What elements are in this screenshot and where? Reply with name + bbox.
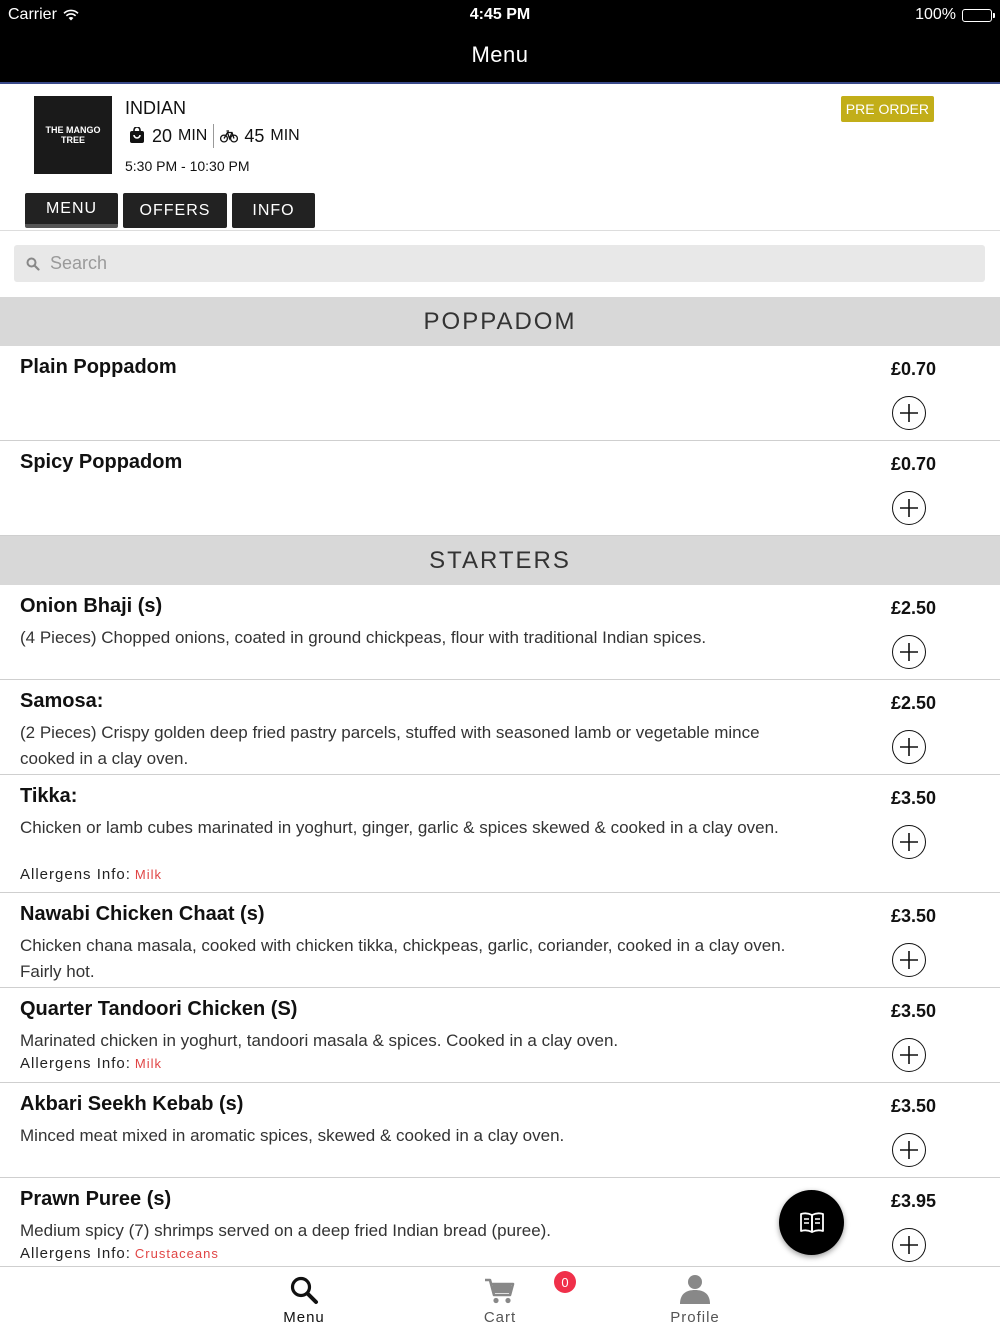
collection-minutes: 20 — [152, 125, 173, 146]
allergens-label: Allergens Info: — [20, 1055, 131, 1072]
item-price: £0.70 — [890, 454, 936, 474]
item-description: Medium spicy (7) shrimps served on a deep fried Indian bread (puree). — [20, 1221, 552, 1240]
delivery-minutes: 45 — [244, 125, 265, 146]
restaurant-header — [0, 84, 1000, 230]
clock: 4:45 PM — [469, 6, 531, 23]
menu-item[interactable] — [0, 988, 1000, 1083]
tab-info[interactable]: INFO — [232, 193, 315, 228]
item-name: Prawn Puree (s) — [20, 1188, 172, 1210]
tabbar-cart-label: Cart — [483, 1309, 517, 1326]
plus-icon — [899, 1140, 919, 1160]
menu-item[interactable] — [0, 680, 1000, 775]
header-divider — [0, 230, 1000, 231]
allergens-info — [20, 1245, 219, 1262]
add-item-button[interactable] — [892, 730, 926, 764]
menu-item[interactable] — [0, 346, 1000, 441]
battery — [915, 6, 992, 24]
tabbar-menu[interactable] — [229, 1267, 379, 1334]
tabbar-profile[interactable] — [620, 1267, 770, 1334]
allergen-value: Milk — [134, 867, 162, 882]
allergens-label: Allergens Info: — [20, 866, 131, 883]
menu-item[interactable] — [0, 1083, 1000, 1178]
allergen-value: Crustaceans — [134, 1246, 219, 1261]
item-description: Chicken chana masala, cooked with chicken tikka, chickpeas, garlic, coriander, cooked in a clay oven. Fairly hot. — [20, 936, 786, 981]
plus-icon — [899, 1235, 919, 1255]
item-name: Akbari Seekh Kebab (s) — [20, 1093, 244, 1115]
item-description: Marinated chicken in yoghurt, tandoori masala & spices. Cooked in a clay oven. — [20, 1031, 619, 1050]
delivery-times — [125, 124, 300, 148]
status-bar — [0, 4, 1000, 26]
battery-icon — [962, 9, 992, 22]
book-icon — [798, 1211, 826, 1235]
time-divider — [213, 124, 214, 148]
search-input[interactable] — [50, 253, 950, 274]
add-item-button[interactable] — [892, 1133, 926, 1167]
delivery-time — [220, 126, 299, 147]
item-description: Minced meat mixed in aromatic spices, skewed & cooked in a clay oven. — [20, 1126, 565, 1145]
bottom-tab-bar — [0, 1266, 1000, 1334]
allergens-info — [20, 866, 162, 883]
allergens-info — [20, 1055, 162, 1072]
item-price: £3.95 — [890, 1191, 936, 1211]
opening-hours: 5:30 PM - 10:30 PM — [125, 158, 250, 174]
item-name: Nawabi Chicken Chaat (s) — [20, 903, 265, 925]
plus-icon — [899, 642, 919, 662]
add-item-button[interactable] — [892, 1038, 926, 1072]
menu-list — [0, 297, 1000, 1267]
menu-item[interactable] — [0, 585, 1000, 680]
add-item-button[interactable] — [892, 396, 926, 430]
menu-item[interactable] — [0, 441, 1000, 536]
category-header-starters: STARTERS — [0, 536, 1000, 585]
collection-time — [125, 126, 207, 147]
battery-percent: 100% — [915, 6, 956, 23]
search-bar — [14, 245, 985, 282]
add-item-button[interactable] — [892, 491, 926, 525]
restaurant-tabs — [25, 193, 315, 228]
top-bar — [0, 0, 1000, 84]
carrier-label: Carrier — [8, 6, 57, 23]
item-price: £3.50 — [890, 906, 936, 926]
item-price: £3.50 — [890, 1001, 936, 1021]
add-item-button[interactable] — [892, 825, 926, 859]
menu-item[interactable] — [0, 893, 1000, 988]
plus-icon — [899, 737, 919, 757]
item-name: Spicy Poppadom — [20, 451, 183, 473]
item-price: £2.50 — [890, 693, 936, 713]
bicycle-icon — [220, 129, 238, 143]
item-name: Quarter Tandoori Chicken (S) — [20, 998, 298, 1020]
cuisine-label: INDIAN — [125, 98, 187, 118]
menu-item[interactable] — [0, 775, 1000, 893]
menu-item[interactable] — [0, 1178, 1000, 1267]
collection-bag-icon — [128, 127, 146, 145]
item-price: £2.50 — [890, 598, 936, 618]
plus-icon — [899, 950, 919, 970]
tab-offers[interactable]: OFFERS — [123, 193, 227, 228]
preorder-badge[interactable]: PRE ORDER — [841, 96, 934, 122]
category-header-poppadom: POPPADOM — [0, 297, 1000, 346]
collection-unit: MIN — [178, 127, 208, 144]
item-name: Samosa: — [20, 690, 104, 712]
item-name: Onion Bhaji (s) — [20, 595, 163, 617]
menu-book-button[interactable] — [779, 1190, 844, 1255]
plus-icon — [899, 1045, 919, 1065]
delivery-unit: MIN — [270, 127, 300, 144]
cart-icon — [484, 1277, 516, 1305]
search-icon — [26, 257, 40, 271]
search-icon — [289, 1275, 319, 1305]
tabbar-menu-label: Menu — [283, 1309, 325, 1326]
allergen-value: Milk — [134, 1056, 162, 1071]
cart-count-badge: 0 — [554, 1271, 576, 1293]
tab-menu[interactable]: MENU — [25, 193, 118, 228]
item-description: (2 Pieces) Crispy golden deep fried pastry parcels, stuffed with seasoned lamb or vegetable mince cooked in a clay oven. — [20, 723, 760, 768]
restaurant-logo: THE MANGO TREE — [34, 96, 112, 174]
add-item-button[interactable] — [892, 1228, 926, 1262]
item-name: Tikka: — [20, 785, 78, 807]
tabbar-cart[interactable] — [425, 1267, 575, 1334]
allergens-label: Allergens Info: — [20, 1245, 131, 1262]
item-price: £3.50 — [890, 1096, 936, 1116]
plus-icon — [899, 498, 919, 518]
add-item-button[interactable] — [892, 635, 926, 669]
item-description: Chicken or lamb cubes marinated in yoghurt, ginger, garlic & spices skewed & cooked in a clay oven. — [20, 818, 779, 837]
item-name: Plain Poppadom — [20, 356, 177, 378]
item-price: £0.70 — [890, 359, 936, 379]
item-description: (4 Pieces) Chopped onions, coated in ground chickpeas, flour with traditional Indian spices. — [20, 628, 707, 647]
tabbar-profile-label: Profile — [670, 1309, 720, 1326]
plus-icon — [899, 832, 919, 852]
page-title: Menu — [471, 42, 529, 67]
user-icon — [678, 1273, 712, 1305]
plus-icon — [899, 403, 919, 423]
item-price: £3.50 — [890, 788, 936, 808]
add-item-button[interactable] — [892, 943, 926, 977]
